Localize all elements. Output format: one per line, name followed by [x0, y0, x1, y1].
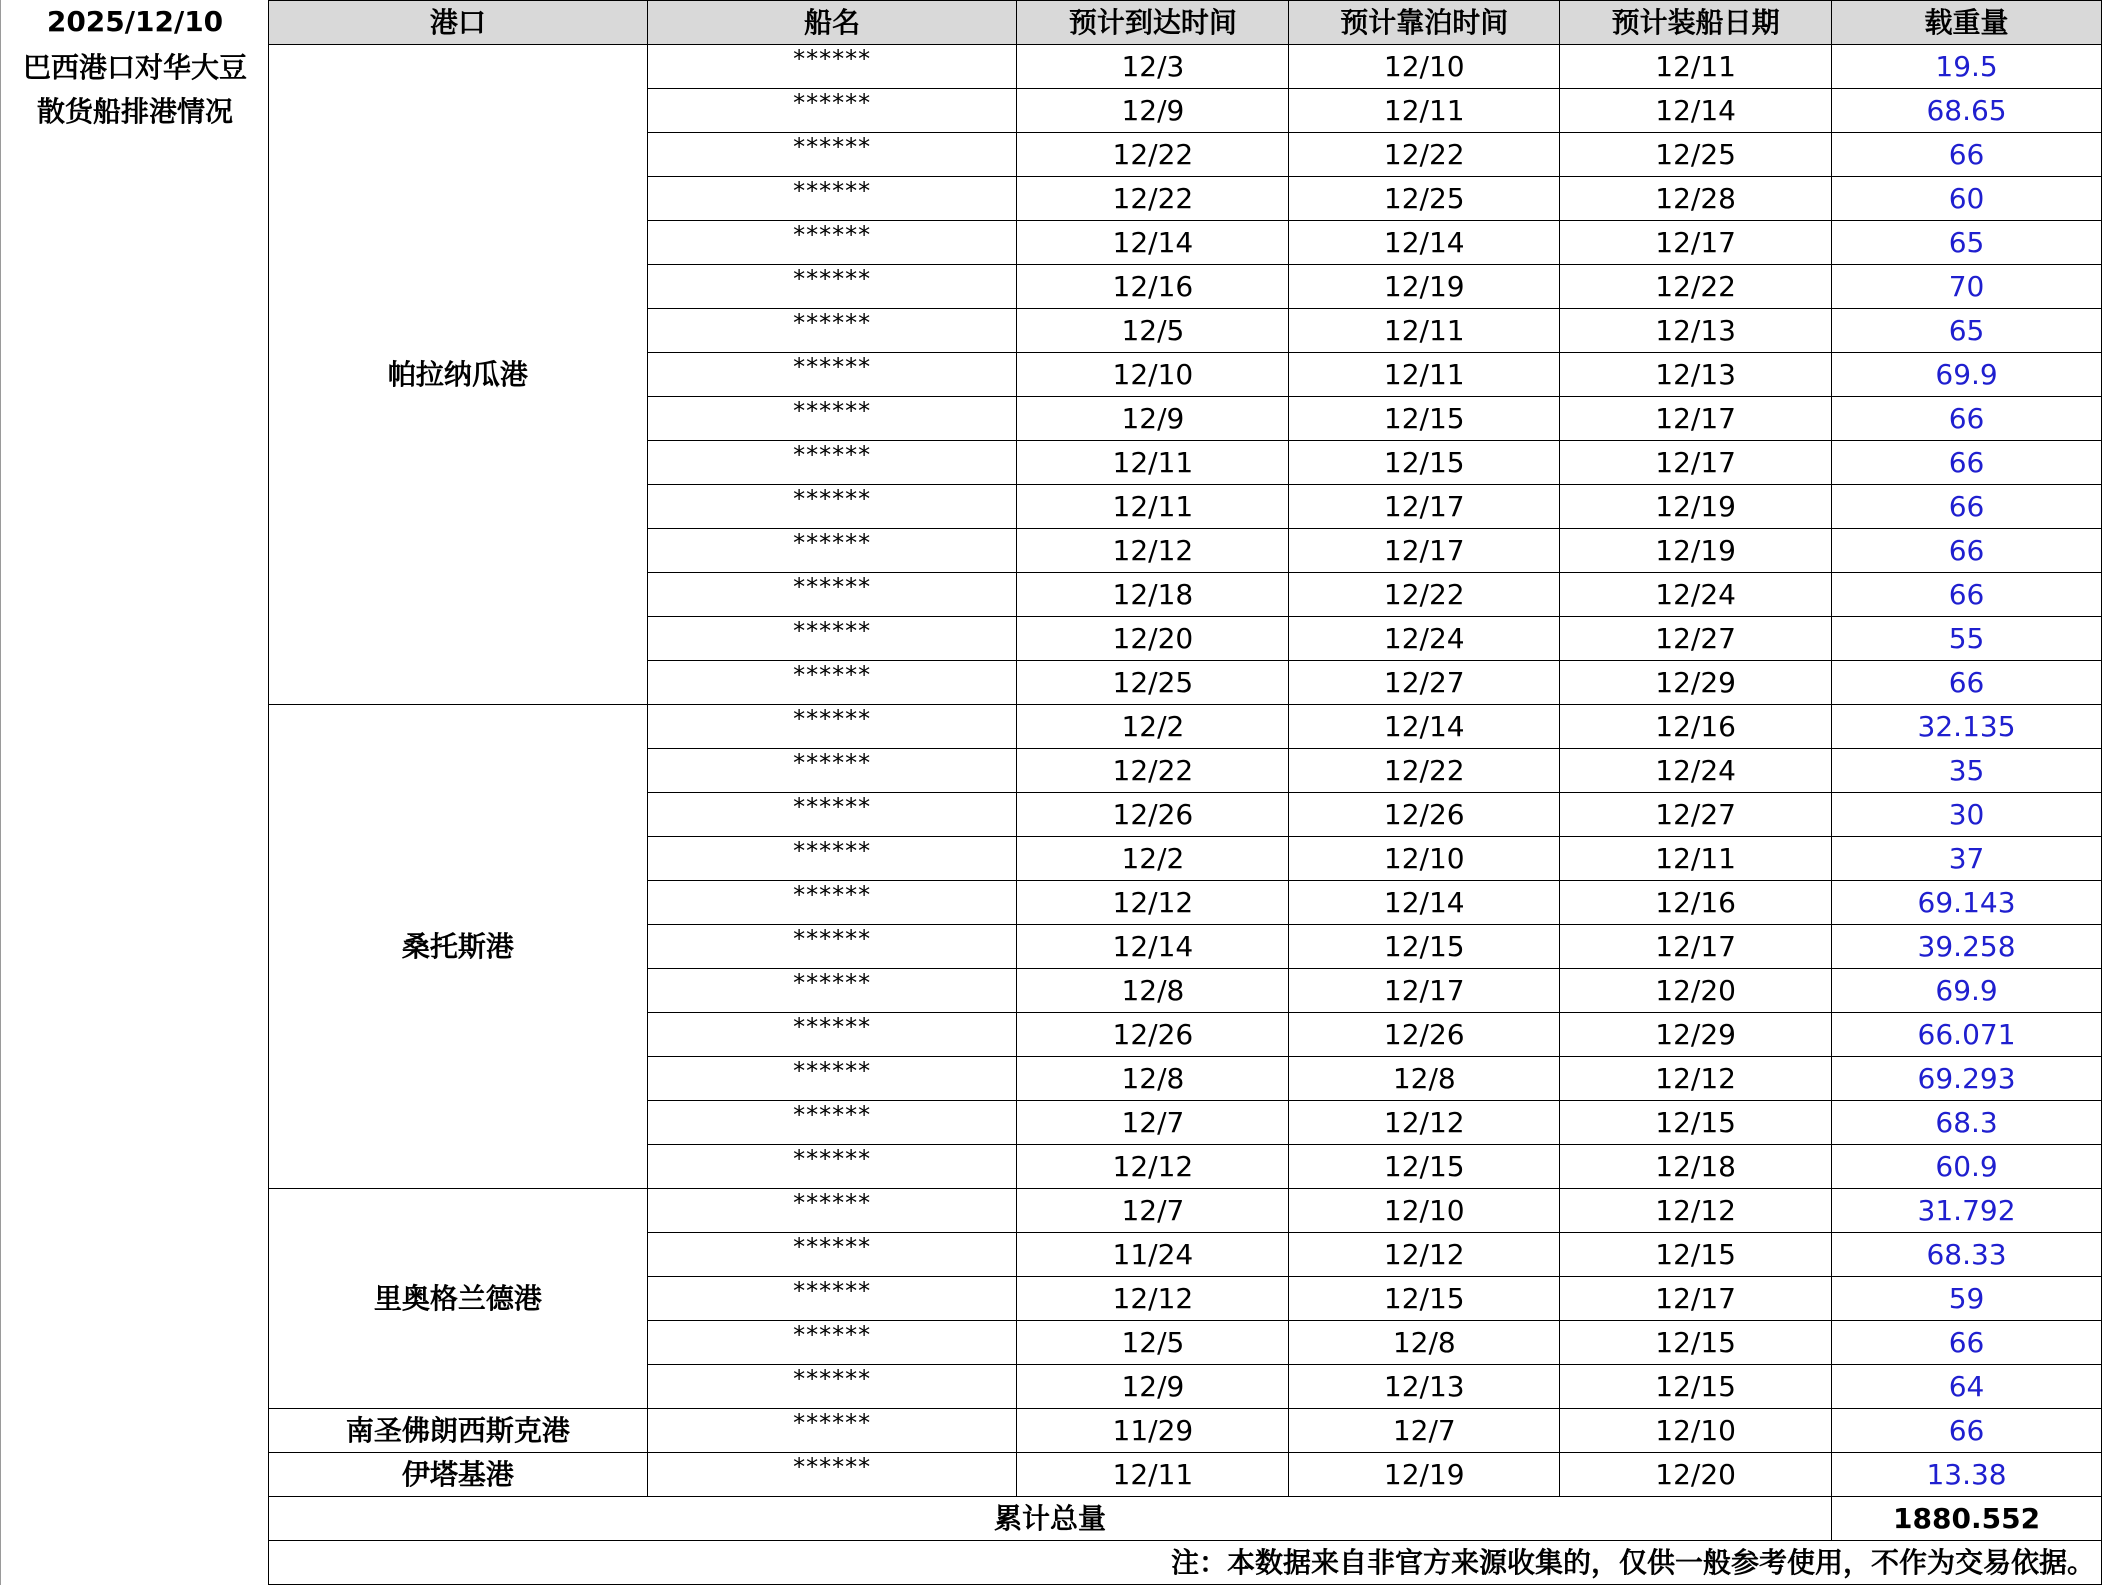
loading-date-cell: 12/20 [1560, 969, 1832, 1013]
berthing-cell: 12/14 [1289, 705, 1560, 749]
deadweight-cell: 60 [1832, 177, 2102, 221]
eta-cell: 12/14 [1017, 925, 1289, 969]
ship-name-cell: ****** [647, 309, 1017, 353]
eta-cell: 12/12 [1017, 529, 1289, 573]
ship-name-cell: ****** [647, 397, 1017, 441]
ship-name-cell: ****** [647, 1233, 1017, 1277]
eta-cell: 12/11 [1017, 441, 1289, 485]
eta-cell: 12/20 [1017, 617, 1289, 661]
loading-date-cell: 12/24 [1560, 749, 1832, 793]
loading-date-cell: 12/17 [1560, 1277, 1832, 1321]
loading-date-cell: 12/15 [1560, 1365, 1832, 1409]
header-eta: 预计到达时间 [1017, 1, 1289, 45]
loading-date-cell: 12/15 [1560, 1101, 1832, 1145]
deadweight-cell: 66 [1832, 397, 2102, 441]
ship-name-cell: ****** [647, 925, 1017, 969]
port-name-cell: 南圣佛朗西斯克港 [269, 1409, 648, 1453]
loading-date-cell: 12/11 [1560, 837, 1832, 881]
deadweight-cell: 35 [1832, 749, 2102, 793]
berthing-cell: 12/15 [1289, 397, 1560, 441]
loading-date-cell: 12/10 [1560, 1409, 1832, 1453]
loading-date-cell: 12/12 [1560, 1189, 1832, 1233]
ship-name-cell: ****** [647, 353, 1017, 397]
ship-name-cell: ****** [647, 1057, 1017, 1101]
berthing-cell: 12/14 [1289, 221, 1560, 265]
vessel-lineup-table [268, 0, 2102, 1585]
header-ship-name: 船名 [647, 1, 1017, 45]
loading-date-cell: 12/19 [1560, 529, 1832, 573]
eta-cell: 12/22 [1017, 177, 1289, 221]
header-berthing: 预计靠泊时间 [1289, 1, 1560, 45]
header-deadweight: 载重量 [1832, 1, 2102, 45]
loading-date-cell: 12/29 [1560, 1013, 1832, 1057]
eta-cell: 12/2 [1017, 837, 1289, 881]
berthing-cell: 12/13 [1289, 1365, 1560, 1409]
deadweight-cell: 55 [1832, 617, 2102, 661]
deadweight-cell: 59 [1832, 1277, 2102, 1321]
loading-date-cell: 12/20 [1560, 1453, 1832, 1497]
ship-name-cell: ****** [647, 1453, 1017, 1497]
ship-name-cell: ****** [647, 89, 1017, 133]
ship-name-cell: ****** [647, 661, 1017, 705]
eta-cell: 12/22 [1017, 749, 1289, 793]
loading-date-cell: 12/14 [1560, 89, 1832, 133]
ship-name-cell: ****** [647, 617, 1017, 661]
report-title-line-2: 散货船排港情况 [36, 95, 233, 128]
loading-date-cell: 12/25 [1560, 133, 1832, 177]
eta-cell: 12/26 [1017, 1013, 1289, 1057]
deadweight-cell: 64 [1832, 1365, 2102, 1409]
deadweight-cell: 68.33 [1832, 1233, 2102, 1277]
deadweight-cell: 39.258 [1832, 925, 2102, 969]
deadweight-cell: 66 [1832, 133, 2102, 177]
ship-name-cell: ****** [647, 441, 1017, 485]
total-value: 1880.552 [1832, 1497, 2102, 1541]
eta-cell: 12/8 [1017, 1057, 1289, 1101]
berthing-cell: 12/14 [1289, 881, 1560, 925]
note-row [269, 1541, 2102, 1585]
loading-date-cell: 12/15 [1560, 1321, 1832, 1365]
ship-name-cell: ****** [647, 837, 1017, 881]
ship-name-cell: ****** [647, 1321, 1017, 1365]
eta-cell: 12/7 [1017, 1101, 1289, 1145]
eta-cell: 12/9 [1017, 397, 1289, 441]
deadweight-cell: 30 [1832, 793, 2102, 837]
loading-date-cell: 12/22 [1560, 265, 1832, 309]
loading-date-cell: 12/28 [1560, 177, 1832, 221]
eta-cell: 12/22 [1017, 133, 1289, 177]
ship-name-cell: ****** [647, 1365, 1017, 1409]
table-row [269, 1453, 2102, 1497]
deadweight-cell: 65 [1832, 309, 2102, 353]
table-row [269, 1409, 2102, 1453]
eta-cell: 11/29 [1017, 1409, 1289, 1453]
eta-cell: 12/7 [1017, 1189, 1289, 1233]
berthing-cell: 12/10 [1289, 837, 1560, 881]
eta-cell: 12/8 [1017, 969, 1289, 1013]
ship-name-cell: ****** [647, 529, 1017, 573]
table-body [269, 45, 2102, 1585]
loading-date-cell: 12/13 [1560, 309, 1832, 353]
total-label: 累计总量 [269, 1497, 1832, 1541]
loading-date-cell: 12/19 [1560, 485, 1832, 529]
deadweight-cell: 68.3 [1832, 1101, 2102, 1145]
berthing-cell: 12/26 [1289, 1013, 1560, 1057]
deadweight-cell: 66 [1832, 1409, 2102, 1453]
deadweight-cell: 60.9 [1832, 1145, 2102, 1189]
table-header [269, 1, 2102, 45]
deadweight-cell: 69.9 [1832, 969, 2102, 1013]
berthing-cell: 12/17 [1289, 969, 1560, 1013]
berthing-cell: 12/11 [1289, 309, 1560, 353]
eta-cell: 12/2 [1017, 705, 1289, 749]
deadweight-cell: 31.792 [1832, 1189, 2102, 1233]
ship-name-cell: ****** [647, 1101, 1017, 1145]
deadweight-cell: 66 [1832, 485, 2102, 529]
header-row [269, 1, 2102, 45]
loading-date-cell: 12/12 [1560, 1057, 1832, 1101]
ship-name-cell: ****** [647, 1145, 1017, 1189]
port-name-cell: 伊塔基港 [269, 1453, 648, 1497]
port-name-cell: 里奥格兰德港 [269, 1189, 648, 1409]
deadweight-cell: 66 [1832, 529, 2102, 573]
loading-date-cell: 12/27 [1560, 617, 1832, 661]
loading-date-cell: 12/29 [1560, 661, 1832, 705]
disclaimer-note: 注：本数据来自非官方来源收集的，仅供一般参考使用，不作为交易依据。 [269, 1541, 2102, 1585]
berthing-cell: 12/26 [1289, 793, 1560, 837]
deadweight-cell: 66 [1832, 661, 2102, 705]
berthing-cell: 12/10 [1289, 45, 1560, 89]
deadweight-cell: 66 [1832, 573, 2102, 617]
ship-name-cell: ****** [647, 969, 1017, 1013]
ship-name-cell: ****** [647, 573, 1017, 617]
ship-name-cell: ****** [647, 881, 1017, 925]
eta-cell: 12/18 [1017, 573, 1289, 617]
ship-name-cell: ****** [647, 133, 1017, 177]
eta-cell: 12/25 [1017, 661, 1289, 705]
eta-cell: 12/16 [1017, 265, 1289, 309]
berthing-cell: 12/11 [1289, 89, 1560, 133]
loading-date-cell: 12/16 [1560, 881, 1832, 925]
berthing-cell: 12/25 [1289, 177, 1560, 221]
table-row [269, 1189, 2102, 1233]
report-title [7, 46, 263, 134]
ship-name-cell: ****** [647, 265, 1017, 309]
table-row [269, 705, 2102, 749]
berthing-cell: 12/22 [1289, 749, 1560, 793]
port-name-cell: 帕拉纳瓜港 [269, 45, 648, 705]
eta-cell: 12/26 [1017, 793, 1289, 837]
berthing-cell: 12/11 [1289, 353, 1560, 397]
loading-date-cell: 12/17 [1560, 925, 1832, 969]
ship-name-cell: ****** [647, 1013, 1017, 1057]
berthing-cell: 12/7 [1289, 1409, 1560, 1453]
header-loading-date: 预计装船日期 [1560, 1, 1832, 45]
ship-name-cell: ****** [647, 705, 1017, 749]
berthing-cell: 12/12 [1289, 1101, 1560, 1145]
table-row [269, 45, 2102, 89]
loading-date-cell: 12/17 [1560, 221, 1832, 265]
eta-cell: 12/10 [1017, 353, 1289, 397]
loading-date-cell: 12/13 [1560, 353, 1832, 397]
berthing-cell: 12/22 [1289, 133, 1560, 177]
ship-name-cell: ****** [647, 793, 1017, 837]
deadweight-cell: 66.071 [1832, 1013, 2102, 1057]
deadweight-cell: 13.38 [1832, 1453, 2102, 1497]
deadweight-cell: 66 [1832, 441, 2102, 485]
eta-cell: 12/11 [1017, 1453, 1289, 1497]
deadweight-cell: 69.9 [1832, 353, 2102, 397]
header-port: 港口 [269, 1, 648, 45]
berthing-cell: 12/10 [1289, 1189, 1560, 1233]
port-name-cell: 桑托斯港 [269, 705, 648, 1189]
deadweight-cell: 19.5 [1832, 45, 2102, 89]
eta-cell: 12/5 [1017, 1321, 1289, 1365]
deadweight-cell: 65 [1832, 221, 2102, 265]
ship-name-cell: ****** [647, 177, 1017, 221]
report-title-line-1: 巴西港口对华大豆 [22, 51, 247, 84]
eta-cell: 12/12 [1017, 1277, 1289, 1321]
loading-date-cell: 12/27 [1560, 793, 1832, 837]
berthing-cell: 12/27 [1289, 661, 1560, 705]
berthing-cell: 12/12 [1289, 1233, 1560, 1277]
berthing-cell: 12/24 [1289, 617, 1560, 661]
eta-cell: 11/24 [1017, 1233, 1289, 1277]
ship-name-cell: ****** [647, 749, 1017, 793]
berthing-cell: 12/15 [1289, 441, 1560, 485]
berthing-cell: 12/22 [1289, 573, 1560, 617]
deadweight-cell: 32.135 [1832, 705, 2102, 749]
deadweight-cell: 69.143 [1832, 881, 2102, 925]
ship-name-cell: ****** [647, 1277, 1017, 1321]
berthing-cell: 12/17 [1289, 529, 1560, 573]
deadweight-cell: 70 [1832, 265, 2102, 309]
berthing-cell: 12/19 [1289, 265, 1560, 309]
berthing-cell: 12/15 [1289, 925, 1560, 969]
loading-date-cell: 12/18 [1560, 1145, 1832, 1189]
loading-date-cell: 12/11 [1560, 45, 1832, 89]
berthing-cell: 12/17 [1289, 485, 1560, 529]
deadweight-cell: 66 [1832, 1321, 2102, 1365]
deadweight-cell: 68.65 [1832, 89, 2102, 133]
berthing-cell: 12/8 [1289, 1321, 1560, 1365]
berthing-cell: 12/15 [1289, 1145, 1560, 1189]
loading-date-cell: 12/17 [1560, 397, 1832, 441]
total-row [269, 1497, 2102, 1541]
ship-name-cell: ****** [647, 45, 1017, 89]
ship-name-cell: ****** [647, 1409, 1017, 1453]
ship-name-cell: ****** [647, 485, 1017, 529]
eta-cell: 12/5 [1017, 309, 1289, 353]
eta-cell: 12/11 [1017, 485, 1289, 529]
ship-name-cell: ****** [647, 221, 1017, 265]
eta-cell: 12/14 [1017, 221, 1289, 265]
deadweight-cell: 69.293 [1832, 1057, 2102, 1101]
deadweight-cell: 37 [1832, 837, 2102, 881]
berthing-cell: 12/19 [1289, 1453, 1560, 1497]
eta-cell: 12/12 [1017, 881, 1289, 925]
title-panel [0, 0, 268, 1585]
report-date: 2025/12/10 [46, 5, 224, 38]
berthing-cell: 12/15 [1289, 1277, 1560, 1321]
eta-cell: 12/12 [1017, 1145, 1289, 1189]
loading-date-cell: 12/24 [1560, 573, 1832, 617]
berthing-cell: 12/8 [1289, 1057, 1560, 1101]
loading-date-cell: 12/17 [1560, 441, 1832, 485]
loading-date-cell: 12/15 [1560, 1233, 1832, 1277]
loading-date-cell: 12/16 [1560, 705, 1832, 749]
ship-name-cell: ****** [647, 1189, 1017, 1233]
eta-cell: 12/3 [1017, 45, 1289, 89]
eta-cell: 12/9 [1017, 1365, 1289, 1409]
eta-cell: 12/9 [1017, 89, 1289, 133]
